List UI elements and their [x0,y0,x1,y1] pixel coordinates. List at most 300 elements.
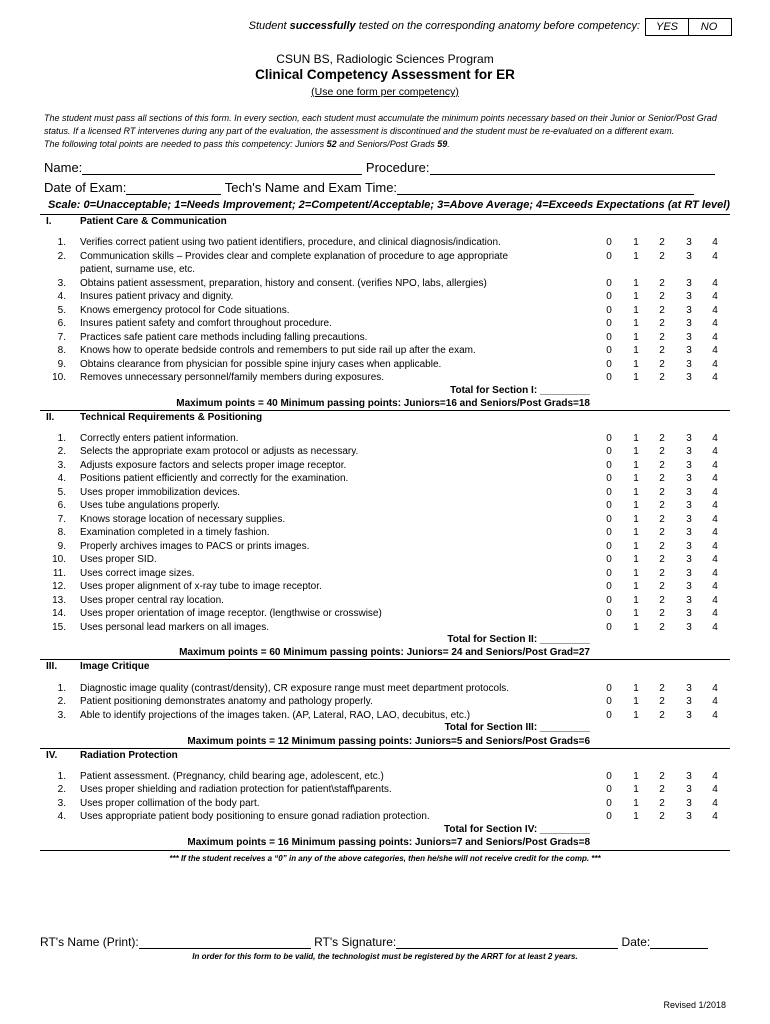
score-option-1[interactable]: 1 [633,581,639,592]
name-field[interactable] [82,160,362,175]
score-option-2[interactable]: 2 [659,487,665,498]
score-option-2[interactable]: 2 [659,251,665,262]
score-option-1[interactable]: 1 [633,811,639,822]
score-option-0[interactable]: 0 [606,514,612,525]
score-option-2[interactable]: 2 [659,237,665,248]
score-option-4[interactable]: 4 [712,332,718,343]
score-option-0[interactable]: 0 [606,696,612,707]
criterion-number: 3. [57,798,66,809]
criterion-row [0,784,770,797]
criterion-text: Uses proper alignment of x-ray tube to image receptor. [80,581,322,592]
criterion-row [0,696,770,709]
score-option-1[interactable]: 1 [633,710,639,721]
instructions-line2-post: . [447,139,450,149]
score-option-3[interactable]: 3 [686,798,692,809]
section-total: Total for Section I: _________ [450,385,590,396]
score-option-4[interactable]: 4 [712,359,718,370]
criterion-text: Uses proper shielding and radiation protection for patient\staff\parents. [80,784,392,795]
score-option-1[interactable]: 1 [633,696,639,707]
score-option-3[interactable]: 3 [686,487,692,498]
score-option-3[interactable]: 3 [686,305,692,316]
criterion-row [0,771,770,784]
score-option-1[interactable]: 1 [633,359,639,370]
score-option-3[interactable]: 3 [686,446,692,457]
score-option-3[interactable]: 3 [686,278,692,289]
criterion-row [0,568,770,581]
section-title: Radiation Protection [80,750,178,761]
score-option-0[interactable]: 0 [606,433,612,444]
rt-name-field[interactable] [139,935,311,949]
score-option-0[interactable]: 0 [606,500,612,511]
criterion-text: Obtains clearance from physician for possible spine injury cases when applicable. [80,359,442,370]
score-option-2[interactable]: 2 [659,460,665,471]
criterion-row [0,473,770,486]
question-post: tested on the corresponding anatomy before competency: [355,20,640,32]
criterion-text: Diagnostic image quality (contrast/density), CR exposure range must meet department protocols. [80,683,510,694]
criterion-number: 11. [52,568,66,579]
score-option-3[interactable]: 3 [686,345,692,356]
section-numeral: II. [46,412,55,423]
criterion-row [0,359,770,372]
score-option-2[interactable]: 2 [659,527,665,538]
criterion-row [0,318,770,331]
score-option-2[interactable]: 2 [659,345,665,356]
score-option-2[interactable]: 2 [659,318,665,329]
criterion-number: 3. [57,710,66,721]
score-option-2[interactable]: 2 [659,608,665,619]
criterion-row [0,487,770,500]
rt-signature-field[interactable] [396,935,618,949]
criterion-row [0,527,770,540]
score-option-3[interactable]: 3 [686,500,692,511]
score-option-2[interactable]: 2 [659,568,665,579]
tech-field[interactable] [397,180,694,195]
criterion-number: 1. [57,771,66,782]
score-option-1[interactable]: 1 [633,433,639,444]
score-option-2[interactable]: 2 [659,359,665,370]
score-option-0[interactable]: 0 [606,305,612,316]
section-divider [40,659,730,660]
score-option-0[interactable]: 0 [606,278,612,289]
score-option-0[interactable]: 0 [606,345,612,356]
criterion-row [0,581,770,594]
criterion-number: 7. [57,332,66,343]
rt-name-label: RT's Name (Print): [40,935,139,949]
criterion-number: 2. [57,784,66,795]
score-option-2[interactable]: 2 [659,798,665,809]
score-option-4[interactable]: 4 [712,527,718,538]
score-option-4[interactable]: 4 [712,473,718,484]
criterion-text: Uses proper immobilization devices. [80,487,241,498]
score-option-4[interactable]: 4 [712,541,718,552]
score-option-4[interactable]: 4 [712,460,718,471]
score-option-3[interactable]: 3 [686,683,692,694]
score-option-3[interactable]: 3 [686,291,692,302]
criterion-number: 8. [57,527,66,538]
score-option-2[interactable]: 2 [659,446,665,457]
competency-check-line [0,18,770,36]
score-option-4[interactable]: 4 [712,771,718,782]
criterion-row [0,372,770,385]
score-option-2[interactable]: 2 [659,305,665,316]
score-option-1[interactable]: 1 [633,318,639,329]
score-option-3[interactable]: 3 [686,784,692,795]
criterion-number: 2. [57,446,66,457]
instructions-line2-pre: The following total points are needed to pass this competency: Juniors [44,139,327,149]
score-option-4[interactable]: 4 [712,372,718,383]
score-option-2[interactable]: 2 [659,278,665,289]
score-option-1[interactable]: 1 [633,622,639,633]
criterion-number: 4. [57,473,66,484]
criterion-text: Positions patient efficiently and correctly for the examination. [80,473,349,484]
criterion-number: 4. [57,811,66,822]
criterion-text: Uses proper central ray location. [80,595,224,606]
score-option-4[interactable]: 4 [712,696,718,707]
date-label: Date of Exam: [44,180,127,195]
score-option-1[interactable]: 1 [633,487,639,498]
criterion-number: 12. [52,581,66,592]
criterion-number: 4. [57,291,66,302]
juniors-points: 52 [326,139,337,149]
score-option-0[interactable]: 0 [606,487,612,498]
question-pre: Student [248,20,290,32]
score-option-0[interactable]: 0 [606,251,612,262]
score-option-2[interactable]: 2 [659,473,665,484]
score-option-3[interactable]: 3 [686,433,692,444]
score-option-3[interactable]: 3 [686,771,692,782]
seniors-points: 59 [437,139,448,149]
criterion-text: Properly archives images to PACS or prints images. [80,541,310,552]
criterion-row [0,683,770,696]
criterion-number: 13. [52,595,66,606]
score-option-3[interactable]: 3 [686,251,692,262]
criterion-number: 9. [57,359,66,370]
score-option-0[interactable]: 0 [606,460,612,471]
score-option-2[interactable]: 2 [659,554,665,565]
score-option-4[interactable]: 4 [712,305,718,316]
criterion-number: 10. [52,372,66,383]
section-total: Total for Section II: _________ [447,634,590,645]
no-box[interactable]: NO [687,18,732,36]
score-option-3[interactable]: 3 [686,581,692,592]
score-option-4[interactable]: 4 [712,784,718,795]
score-option-1[interactable]: 1 [633,541,639,552]
criterion-row [0,798,770,811]
tech-label: Tech's Name and Exam Time: [224,180,398,195]
criterion-row [0,541,770,554]
criterion-number: 2. [57,251,66,262]
score-option-1[interactable]: 1 [633,527,639,538]
criterion-text: Patient positioning demonstrates anatomy and pathology properly. [80,696,373,707]
score-option-4[interactable]: 4 [712,433,718,444]
section-max-points: Maximum points = 12 Minimum passing points: Juniors=5 and Seniors/Post Grads=6 [187,736,590,747]
criterion-number: 1. [57,237,66,248]
score-option-4[interactable]: 4 [712,291,718,302]
date-tech-row [44,180,734,195]
criterion-row [0,237,770,250]
section-max-points: Maximum points = 16 Minimum passing points: Juniors=7 and Seniors/Post Grads=8 [187,837,590,848]
section-title: Patient Care & Communication [80,216,227,227]
criterion-text: Knows how to operate bedside controls and remembers to put side rail up after the exam. [80,345,476,356]
name-procedure-row [44,160,734,175]
criterion-row [0,595,770,608]
question-bold: successfully [289,20,356,32]
score-option-0[interactable]: 0 [606,541,612,552]
score-option-3[interactable]: 3 [686,237,692,248]
score-option-1[interactable]: 1 [633,500,639,511]
score-option-4[interactable]: 4 [712,500,718,511]
score-option-4[interactable]: 4 [712,595,718,606]
score-option-2[interactable]: 2 [659,291,665,302]
score-option-2[interactable]: 2 [659,622,665,633]
score-option-4[interactable]: 4 [712,514,718,525]
score-option-0[interactable]: 0 [606,554,612,565]
score-option-4[interactable]: 4 [712,487,718,498]
zero-score-note: *** If the student receives a “0” in any of the above categories, then he/she will not receive credit for the comp. *** [169,854,601,863]
criterion-number: 10. [52,554,66,565]
score-option-4[interactable]: 4 [712,710,718,721]
score-option-2[interactable]: 2 [659,771,665,782]
score-option-2[interactable]: 2 [659,433,665,444]
score-option-0[interactable]: 0 [606,359,612,370]
score-option-0[interactable]: 0 [606,608,612,619]
score-option-1[interactable]: 1 [633,683,639,694]
score-option-1[interactable]: 1 [633,332,639,343]
criterion-row [0,433,770,446]
score-option-2[interactable]: 2 [659,683,665,694]
score-option-1[interactable]: 1 [633,771,639,782]
criterion-row [0,608,770,621]
score-option-3[interactable]: 3 [686,318,692,329]
score-option-3[interactable]: 3 [686,527,692,538]
criterion-row [0,291,770,304]
section-divider [40,214,730,215]
score-option-0[interactable]: 0 [606,568,612,579]
score-option-4[interactable]: 4 [712,581,718,592]
score-option-1[interactable]: 1 [633,554,639,565]
criterion-row [0,514,770,527]
criterion-number: 5. [57,487,66,498]
score-option-3[interactable]: 3 [686,514,692,525]
score-option-4[interactable]: 4 [712,345,718,356]
score-option-2[interactable]: 2 [659,784,665,795]
score-option-0[interactable]: 0 [606,622,612,633]
bottom-divider [40,850,730,851]
score-option-1[interactable]: 1 [633,372,639,383]
score-option-4[interactable]: 4 [712,568,718,579]
criterion-text: Uses tube angulations properly. [80,500,220,511]
score-option-0[interactable]: 0 [606,332,612,343]
score-option-1[interactable]: 1 [633,608,639,619]
score-option-1[interactable]: 1 [633,446,639,457]
criterion-text: Uses proper collimation of the body part. [80,798,260,809]
date-field[interactable] [126,180,221,195]
registration-note: In order for this form to be valid, the technologist must be registered by the ARRT for at least 2 years. [192,952,578,961]
criterion-text: Insures patient privacy and dignity. [80,291,234,302]
section-title: Technical Requirements & Positioning [80,412,263,423]
criterion-continuation [0,264,770,277]
criterion-text: Uses proper orientation of image receptor. (lengthwise or crosswise) [80,608,382,619]
criterion-row [0,460,770,473]
score-option-3[interactable]: 3 [686,608,692,619]
score-option-3[interactable]: 3 [686,710,692,721]
score-option-1[interactable]: 1 [633,278,639,289]
criterion-number: 9. [57,541,66,552]
criterion-text: Removes unnecessary personnel/family members during exposures. [80,372,385,383]
score-option-4[interactable]: 4 [712,554,718,565]
rt-signature-label: RT's Signature: [314,935,397,949]
criterion-number: 2. [57,696,66,707]
score-option-3[interactable]: 3 [686,541,692,552]
score-option-3[interactable]: 3 [686,372,692,383]
score-option-0[interactable]: 0 [606,581,612,592]
name-label: Name: [44,160,83,175]
score-option-0[interactable]: 0 [606,595,612,606]
score-option-3[interactable]: 3 [686,332,692,343]
criterion-row [0,811,770,824]
score-option-1[interactable]: 1 [633,251,639,262]
date-sign-field[interactable] [650,935,708,949]
score-option-0[interactable]: 0 [606,683,612,694]
score-option-0[interactable]: 0 [606,372,612,383]
score-option-3[interactable]: 3 [686,568,692,579]
score-option-2[interactable]: 2 [659,332,665,343]
criterion-text: Adjusts exposure factors and selects proper image receptor. [80,460,347,471]
score-option-1[interactable]: 1 [633,305,639,316]
score-option-2[interactable]: 2 [659,581,665,592]
score-option-0[interactable]: 0 [606,811,612,822]
criterion-text: Correctly enters patient information. [80,433,239,444]
criterion-text: Insures patient safety and comfort throughout procedure. [80,318,332,329]
criterion-number: 5. [57,305,66,316]
criterion-text: Examination completed in a timely fashion. [80,527,270,538]
score-option-4[interactable]: 4 [712,683,718,694]
score-option-0[interactable]: 0 [606,527,612,538]
criterion-number: 8. [57,345,66,356]
score-option-0[interactable]: 0 [606,784,612,795]
score-option-0[interactable]: 0 [606,710,612,721]
criterion-number: 7. [57,514,66,525]
score-option-4[interactable]: 4 [712,251,718,262]
score-option-0[interactable]: 0 [606,291,612,302]
score-option-4[interactable]: 4 [712,811,718,822]
score-option-4[interactable]: 4 [712,798,718,809]
criterion-text: Uses correct image sizes. [80,568,195,579]
score-option-4[interactable]: 4 [712,608,718,619]
score-option-1[interactable]: 1 [633,473,639,484]
criterion-number: 3. [57,278,66,289]
instructions [44,112,734,151]
score-option-2[interactable]: 2 [659,811,665,822]
section-title: Image Critique [80,661,150,672]
criterion-text: Patient assessment. (Pregnancy, child bearing age, adolescent, etc.) [80,771,384,782]
criterion-text: Uses proper SID. [80,554,157,565]
revision-date: Revised 1/2018 [663,1000,726,1010]
program-name: CSUN BS, Radiologic Sciences Program [276,52,494,66]
score-option-2[interactable]: 2 [659,514,665,525]
score-option-4[interactable]: 4 [712,237,718,248]
score-option-1[interactable]: 1 [633,237,639,248]
score-option-2[interactable]: 2 [659,541,665,552]
score-option-3[interactable]: 3 [686,696,692,707]
form-subtitle: (Use one form per competency) [311,86,459,98]
score-option-1[interactable]: 1 [633,784,639,795]
criterion-row [0,305,770,318]
score-option-0[interactable]: 0 [606,446,612,457]
score-option-1[interactable]: 1 [633,514,639,525]
score-option-0[interactable]: 0 [606,318,612,329]
score-option-3[interactable]: 3 [686,622,692,633]
score-option-2[interactable]: 2 [659,710,665,721]
criterion-row [0,500,770,513]
score-option-1[interactable]: 1 [633,460,639,471]
yes-box[interactable]: YES [645,18,689,36]
section-numeral: III. [46,661,58,672]
procedure-field[interactable] [430,160,715,175]
section-total: Total for Section IV: _________ [444,824,590,835]
score-option-4[interactable]: 4 [712,622,718,633]
score-option-3[interactable]: 3 [686,359,692,370]
criterion-row [0,278,770,291]
score-option-3[interactable]: 3 [686,811,692,822]
criterion-row [0,345,770,358]
score-option-1[interactable]: 1 [633,568,639,579]
section-numeral: I. [46,216,52,227]
criterion-number: 15. [52,622,66,633]
score-option-1[interactable]: 1 [633,291,639,302]
criterion-row [0,251,770,264]
section-numeral: IV. [46,750,58,761]
score-option-4[interactable]: 4 [712,278,718,289]
criterion-text: Obtains patient assessment, preparation, history and consent. (verifies NPO, labs, allergies) [80,278,487,289]
criterion-row [0,332,770,345]
anatomy-question [249,20,640,32]
score-option-2[interactable]: 2 [659,500,665,511]
criterion-text-continued: patient, surname use, etc. [80,264,196,275]
criterion-number: 6. [57,500,66,511]
section-divider [40,748,730,749]
score-option-0[interactable]: 0 [606,473,612,484]
score-option-3[interactable]: 3 [686,460,692,471]
instructions-text: The student must pass all sections of this form. In every section, each student must accumulate the minimum points necessary based on their Junior or Senior/Post Grad status. If a licensed RT intervenes during any part of the evaluation, the assessment is discontinued and the student must be re-evaluated on a different exam. [44,113,717,136]
criterion-text: Selects the appropriate exam protocol or adjusts as necessary. [80,446,359,457]
score-option-1[interactable]: 1 [633,595,639,606]
criterion-number: 3. [57,460,66,471]
score-option-3[interactable]: 3 [686,595,692,606]
score-option-1[interactable]: 1 [633,345,639,356]
criterion-number: 1. [57,433,66,444]
signature-row [40,935,730,949]
criterion-text: Verifies correct patient using two patient identifiers, procedure, and clinical diagnosis/indication. [80,237,501,248]
criterion-text: Knows emergency protocol for Code situations. [80,305,290,316]
score-option-2[interactable]: 2 [659,372,665,383]
score-option-0[interactable]: 0 [606,798,612,809]
score-option-4[interactable]: 4 [712,446,718,457]
score-option-2[interactable]: 2 [659,595,665,606]
criterion-text: Uses personal lead markers on all images. [80,622,269,633]
score-option-2[interactable]: 2 [659,696,665,707]
score-option-0[interactable]: 0 [606,237,612,248]
score-option-1[interactable]: 1 [633,798,639,809]
section-total: Total for Section III: _________ [444,722,590,733]
section-max-points: Maximum points = 40 Minimum passing points: Juniors=16 and Seniors/Post Grads=18 [176,398,590,409]
criterion-number: 14. [52,608,66,619]
criterion-text: Communication skills – Provides clear and complete explanation of procedure to age appropriate [80,251,509,262]
score-option-3[interactable]: 3 [686,473,692,484]
score-option-0[interactable]: 0 [606,771,612,782]
score-option-3[interactable]: 3 [686,554,692,565]
score-option-4[interactable]: 4 [712,318,718,329]
